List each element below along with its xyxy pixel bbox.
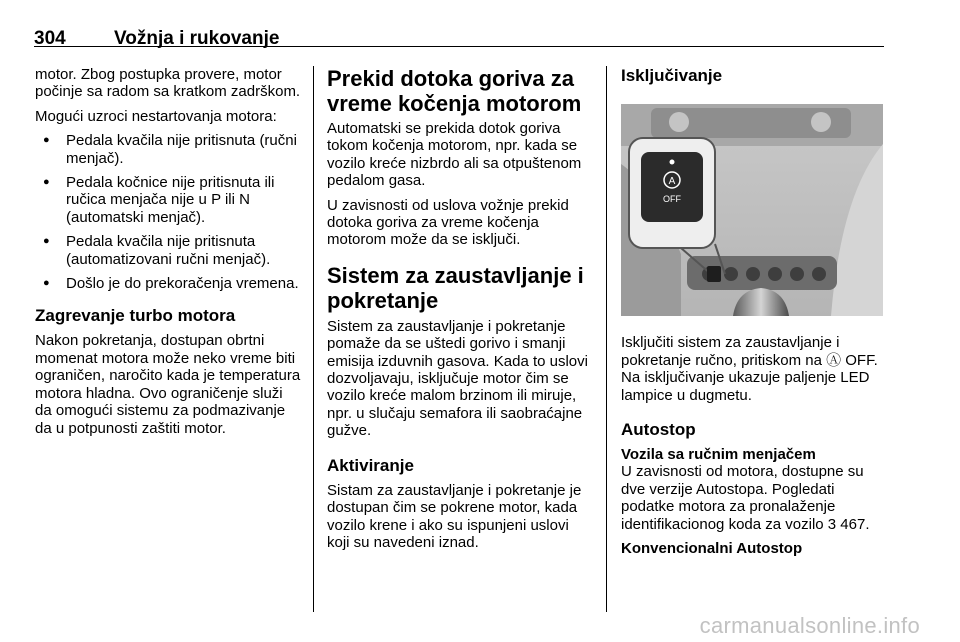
column-3 <box>621 66 886 557</box>
paragraph-fuel-1: Automatski se prekida dotok goriva tokom kočenja motorom, npr. kada se vozilo kreće nizbrdo ali sa otpuštenom pedalom gasa. <box>327 120 582 190</box>
column-2 <box>327 66 595 558</box>
paragraph-stop-start: Sistem za zaustavljanje i pokretanje pomaže da se uštedi gorivo i smanji emisija izduvnih gasova. Kada to uslovi dozvoljavaju, isključuje motor čim se vozilo kreće malom brzinom ili miruje, npr. u slučaju semafora ili saobraćajne gužve. <box>327 317 588 440</box>
paragraph-intro: motor. Zbog postupka provere, motor počinje sa radom sa kratkom zadrškom. <box>35 66 301 101</box>
heading-stop-start: Sistem za zaustavljanje i pokretanje <box>327 262 584 313</box>
list-item: ● Došlo je do prekoračenja vremena. <box>35 275 303 292</box>
heading-conventional-autostop: Konvencionalni Autostop <box>621 540 803 558</box>
page-number: 304 <box>34 28 66 49</box>
svg-text:A: A <box>668 176 676 187</box>
list-item: ● Pedala kvačila nije pritisnuta (ručni menjač). <box>35 132 303 167</box>
heading-manual-gearbox: Vozila sa ručnim menjačem <box>621 446 816 464</box>
heading-turbo: Zagrevanje turbo motora <box>35 306 236 326</box>
list-item: ● Pedala kvačila nije pritisnuta (automatizovani ručni menjač). <box>35 233 303 268</box>
chapter-title: Vožnja i rukovanje <box>114 28 280 49</box>
heading-activation: Aktiviranje <box>327 455 414 475</box>
paragraph-fuel-2: U zavisnosti od uslova vožnje prekid dotoka goriva za vreme kočenja motorom može da se isključi. <box>327 196 569 249</box>
paragraph-causes: Mogući uzroci nestartovanja motora: <box>35 107 277 125</box>
list-item: ● Pedala kočnice nije pritisnuta ili ručica menjača nije u P ili N (automatski menjač). <box>35 174 303 226</box>
column-divider <box>606 66 607 612</box>
heading-autostop: Autostop <box>621 420 696 440</box>
watermark: carmanualsonline.info <box>699 613 920 638</box>
column-divider <box>313 66 314 612</box>
heading-disable: Isključivanje <box>621 66 723 85</box>
paragraph-activation: Sistam za zaustavljanje i pokretanje je dostupan čim se pokrene motor, kada vozilo krene i ako su ispunjeni uslovi koji su navedeni iznad. <box>327 481 582 551</box>
paragraph-turbo: Nakon pokretanja, dostupan obrtni momenat motora može neko vreme biti ograničen, naročito kada je temperatura motora hladna. Ovo ograničenje služi da omogući sistemu za podmazivanje da u potpunosti zaštiti motor. <box>35 332 301 437</box>
paragraph-manual-gearbox: U zavisnosti od motora, dostupne su dve verzije Autostopa. Pogledati podatke motora za pronalaženje identifikacionog koda za vozilo 3 467. <box>621 463 870 533</box>
button-label: OFF <box>663 194 681 204</box>
paragraph-disable: Isključiti sistem za zaustavljanje i pokretanje ručno, pritiskom na Ⓐ OFF. Na isključivanje ukazuje paljenje LED lampice u dugmetu. <box>621 334 878 404</box>
stop-start-button-photo <box>621 104 883 316</box>
page-header <box>34 6 884 47</box>
column-1 <box>35 66 303 444</box>
heading-fuel-cut: Prekid dotoka goriva za vreme kočenja motorom <box>327 66 582 116</box>
causes-list <box>35 132 303 292</box>
